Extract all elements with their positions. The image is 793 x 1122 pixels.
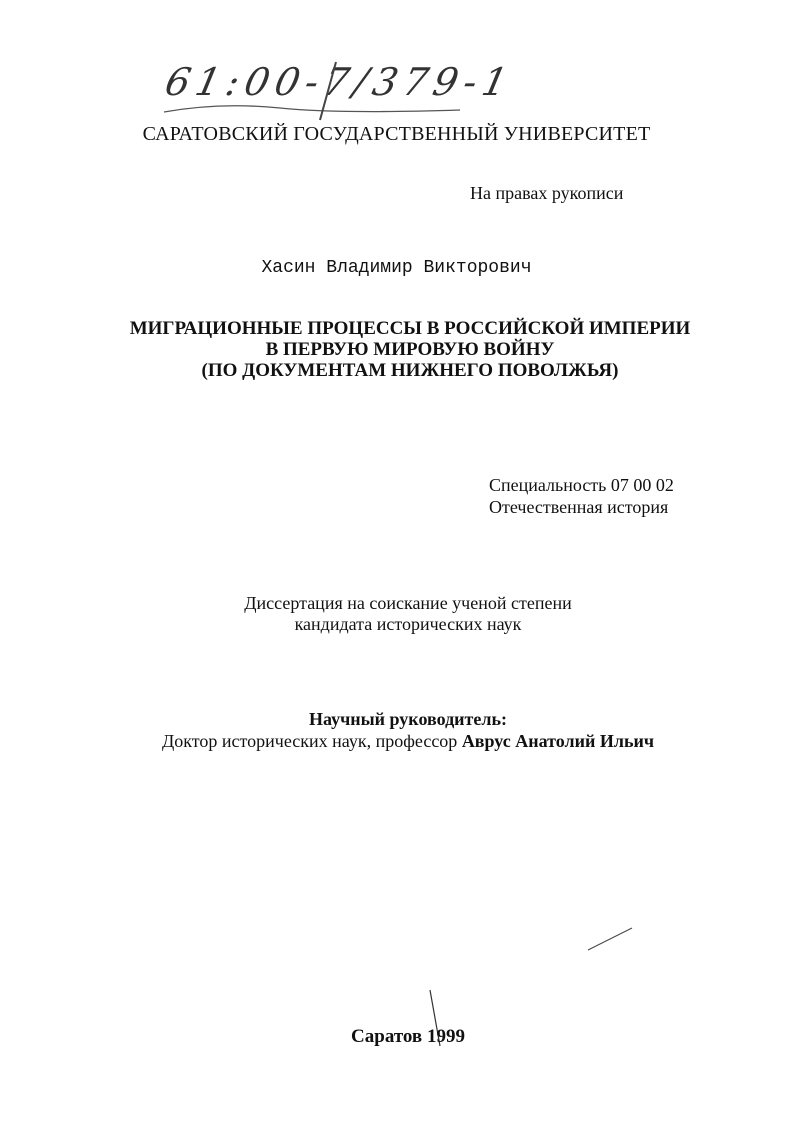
city-year: Саратов 1999 (351, 1026, 465, 1047)
pencil-stroke-right (588, 928, 632, 950)
specialty-code: Специальность 07 00 02 (489, 475, 674, 495)
advisor-label: Научный руководитель: (309, 709, 507, 729)
degree-statement (0, 593, 793, 635)
archive-stamp (160, 52, 530, 122)
archive-stamp-text: 61:00-7/379-1 (161, 60, 518, 104)
rights-notice: На правах рукописи (470, 183, 624, 203)
advisor-name: Аврус Анатолий Ильич (461, 731, 654, 751)
specialty-name: Отечественная история (489, 497, 669, 517)
title-line-3: (ПО ДОКУМЕНТАМ НИЖНЕГО ПОВОЛЖЬЯ) (201, 360, 619, 381)
advisor-degree: Доктор исторических наук, профессор (161, 731, 462, 751)
specialty-block (489, 474, 674, 518)
author-name: Хасин Владимир Викторович (261, 258, 532, 278)
degree-line-1: Диссертация на соискание ученой степени (244, 593, 572, 613)
advisor-line (0, 730, 793, 752)
advisor-block (0, 708, 793, 752)
degree-line-2: кандидата исторических наук (294, 614, 522, 634)
title-line-2: В ПЕРВУЮ МИРОВУЮ ВОЙНУ (265, 339, 555, 360)
dissertation-title (60, 318, 760, 381)
university-header: САРАТОВСКИЙ ГОСУДАРСТВЕННЫЙ УНИВЕРСИТЕТ (142, 123, 651, 145)
archive-stamp-underline (160, 52, 530, 122)
title-line-1: МИГРАЦИОННЫЕ ПРОЦЕССЫ В РОССИЙСКОЙ ИМПЕРИИ (129, 318, 691, 339)
